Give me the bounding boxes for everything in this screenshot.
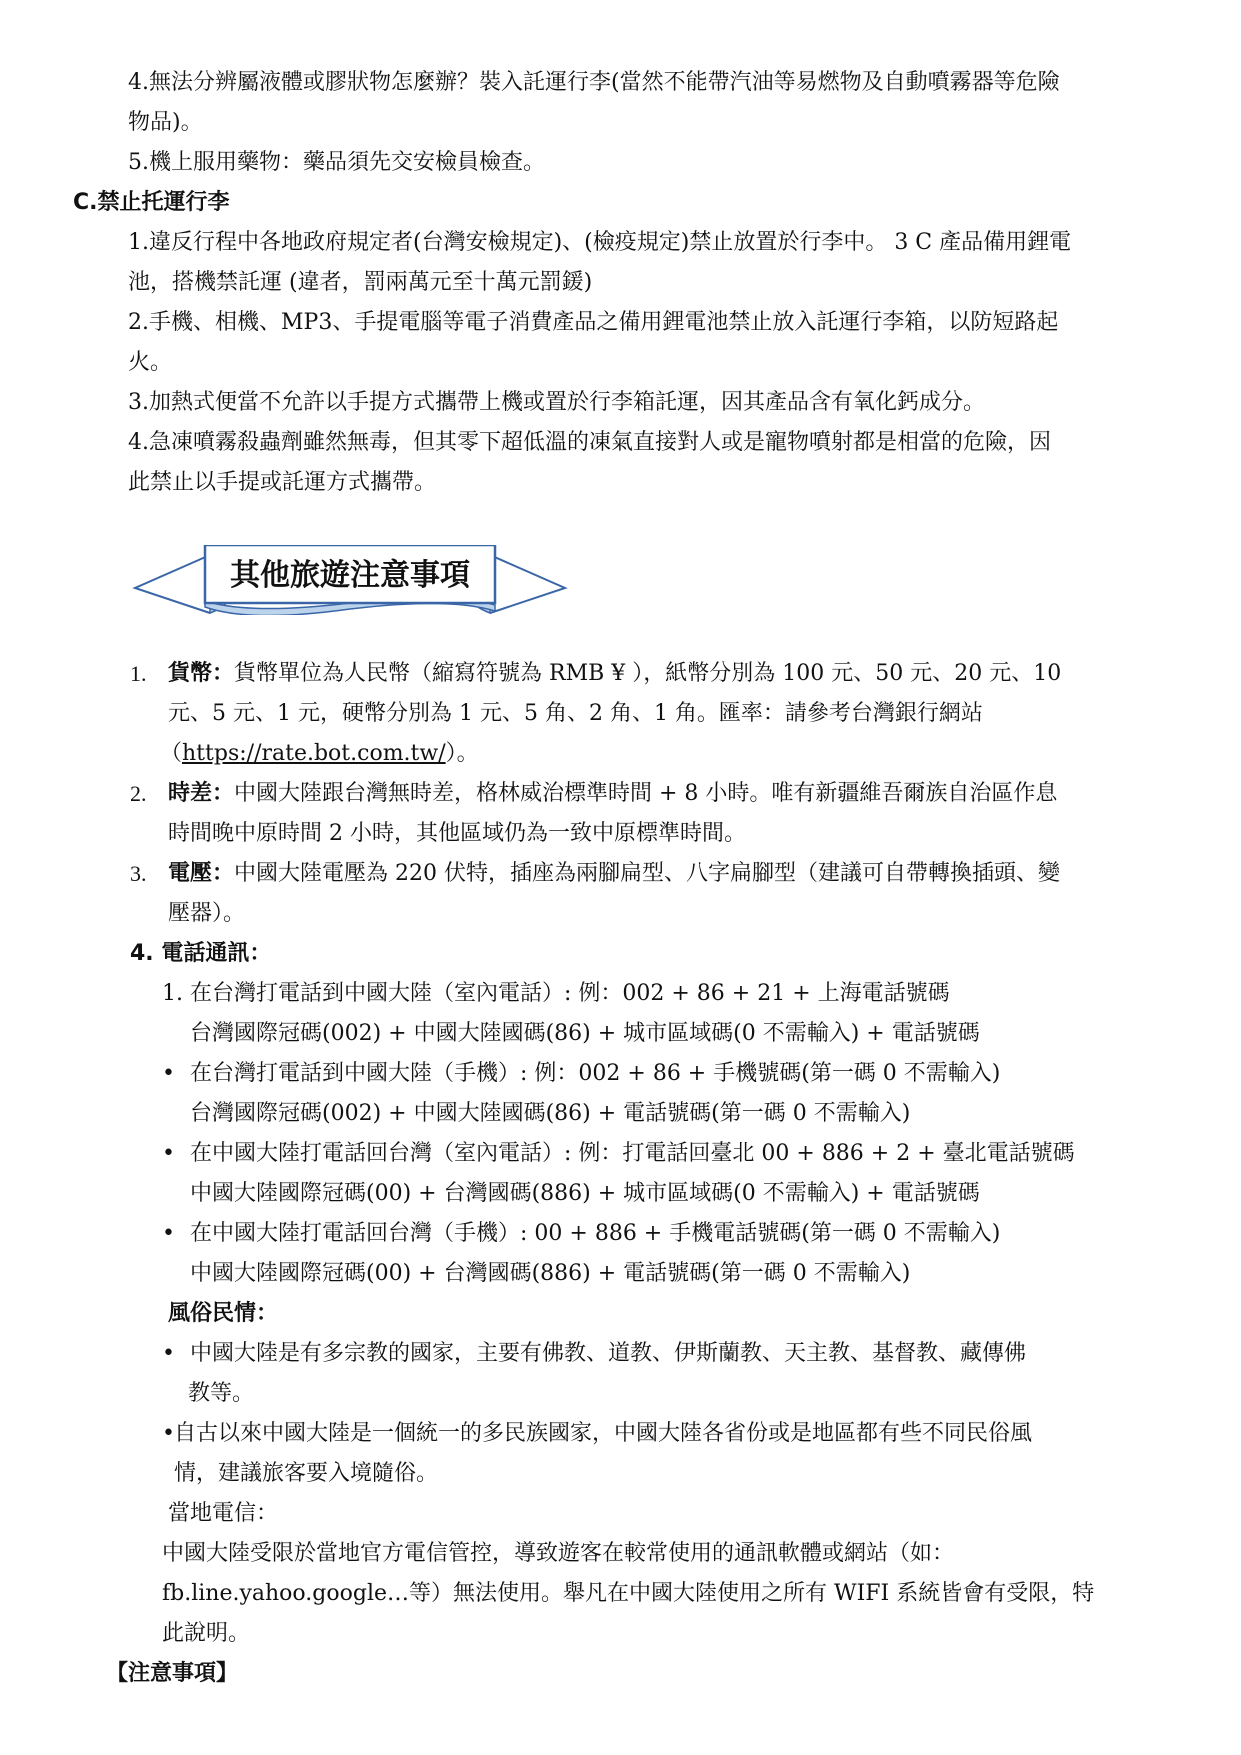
phone-sub4-text: 在中國大陸打電話回台灣（手機）: 00 + 886 + 手機電話號碼(第一碼 0 不需輸入)	[190, 1221, 1001, 1246]
bullet: •	[162, 1341, 175, 1366]
section-c-line: 2.手機、相機、MP3、手提電腦等電子消費產品之備用鋰電池禁止放入託運行李箱，以防短路起	[128, 310, 1059, 335]
currency-text: 貨幣單位為人民幣（縮寫符號為 RMB ¥ ），紙幣分別為 100 元、50 元、20 元、10	[234, 661, 1062, 686]
ribbon-banner	[130, 545, 570, 615]
phone-sub4-line1	[162, 1214, 1000, 1254]
paren-open: （	[160, 741, 183, 766]
bullet: •	[162, 1141, 175, 1166]
item-number: 1.	[130, 661, 147, 686]
section-c-line: 3.加熱式便當不允許以手提方式攜帶上機或置於行李箱託運，因其產品含有氧化鈣成分。	[128, 390, 985, 415]
phone-sub2-line2: 台灣國際冠碼(002) + 中國大陸國碼(86) + 電話號碼(第一碼 0 不需輸入)	[190, 1101, 911, 1126]
customs-b2-text: 自古以來中國大陸是一個統一的多民族國家，中國大陸各省份或是地區都有些不同民俗風	[174, 1421, 1033, 1446]
bullet: •	[162, 1221, 175, 1246]
currency-line1	[168, 654, 1061, 694]
time-line2: 時間晚中原時間 2 小時，其他區域仍為一致中原標準時間。	[168, 821, 746, 846]
customs-b2-line2: 情，建議旅客要入境隨俗。	[174, 1461, 439, 1486]
ribbon-left-tail	[135, 555, 210, 613]
phone-sub2-line1	[162, 1054, 1000, 1094]
bullet: •	[162, 1061, 175, 1086]
notice-heading: 【注意事項】	[106, 1661, 239, 1686]
voltage-line2: 壓器）。	[168, 901, 246, 926]
section-c-line: 1.違反行程中各地政府規定者(台灣安檢規定)、(檢疫規定)禁止放置於行李中。 3 C 產品備用鋰電	[128, 230, 1072, 255]
section-b-item-4-line1: 4.無法分辨屬液體或膠狀物怎麼辦？裝入託運行李(當然不能帶汽油等易燃物及自動噴霧器等危險	[128, 70, 1060, 95]
currency-line3	[160, 734, 479, 774]
telecom-line3: 此說明。	[162, 1621, 251, 1646]
section-c-line: 池，搭機禁託運 (違者，罰兩萬元至十萬元罰鍰)	[128, 270, 593, 295]
phone-sub4-line2: 中國大陸國際冠碼(00) + 台灣國碼(886) + 電話號碼(第一碼 0 不需輸入)	[190, 1261, 911, 1286]
phone-sub1-line1: 1. 在台灣打電話到中國大陸（室內電話）: 例：002 + 86 + 21 + 上海電話號碼	[162, 981, 950, 1006]
currency-label: 貨幣：	[168, 661, 235, 686]
time-line1	[168, 774, 1057, 814]
section-c-heading: C.禁止托運行李	[73, 190, 230, 215]
customs-heading: 風俗民情：	[168, 1301, 279, 1326]
telecom-heading: 當地電信：	[168, 1501, 279, 1526]
phone-sub2-text: 在台灣打電話到中國大陸（手機）: 例：002 + 86 + 手機號碼(第一碼 0 不需輸入)	[190, 1061, 1001, 1086]
phone-sub1-line2: 台灣國際冠碼(002) + 中國大陸國碼(86) + 城市區域碼(0 不需輸入) + 電話號碼	[190, 1021, 980, 1046]
section-c-line: 火。	[128, 350, 173, 375]
phone-sub3-line1	[162, 1134, 1075, 1174]
customs-b2-line1	[162, 1414, 1032, 1454]
section-b-item-4-line2: 物品)。	[128, 110, 203, 135]
time-text: 中國大陸跟台灣無時差，格林威治標準時間 + 8 小時。唯有新疆維吾爾族自治區作息	[234, 781, 1058, 806]
customs-b1-line2: 教等。	[188, 1381, 255, 1406]
item-number: 3.	[130, 861, 147, 886]
paren-close: ）。	[445, 741, 479, 766]
customs-b1-line1	[162, 1334, 1026, 1374]
bullet: •	[162, 1421, 175, 1446]
voltage-text: 中國大陸電壓為 220 伏特，插座為兩腳扁型、八字扁腳型（建議可自帶轉換插頭、變	[234, 861, 1060, 886]
time-label: 時差：	[168, 781, 235, 806]
phone-sub3-line2: 中國大陸國際冠碼(00) + 台灣國碼(886) + 城市區域碼(0 不需輸入) + 電話號碼	[190, 1181, 980, 1206]
section-b-item-5: 5.機上服用藥物：藥品須先交安檢員檢查。	[128, 150, 545, 175]
section-c-line: 4.急凍噴霧殺蟲劑雖然無毒，但其零下超低溫的凍氣直接對人或是寵物噴射都是相當的危險，因	[128, 430, 1051, 455]
section-c-line: 此禁止以手提或託運方式攜帶。	[128, 470, 437, 495]
customs-b1-text: 中國大陸是有多宗教的國家，主要有佛教、道教、伊斯蘭教、天主教、基督教、藏傳佛	[190, 1341, 1027, 1366]
ribbon-right-tail	[490, 555, 565, 613]
item-number: 2.	[130, 781, 147, 806]
currency-line2: 元、5 元、1 元，硬幣分別為 1 元、5 角、2 角、1 角。匯率：請參考台灣銀行網站	[168, 701, 983, 726]
phone-heading: 4. 電話通訊：	[130, 941, 272, 966]
voltage-line1	[168, 854, 1060, 894]
bank-rate-link[interactable]: https://rate.bot.com.tw/	[182, 741, 446, 766]
phone-sub3-text: 在中國大陸打電話回台灣（室內電話）: 例：打電話回臺北 00 + 886 + 2 + 臺北電話號碼	[190, 1141, 1075, 1166]
voltage-label: 電壓：	[168, 861, 235, 886]
banner-title: 其他旅遊注意事項	[230, 558, 470, 593]
telecom-line2: fb.line.yahoo.google…等）無法使用。舉凡在中國大陸使用之所有 WIFI 系統皆會有受限，特	[162, 1581, 1095, 1606]
telecom-line1: 中國大陸受限於當地官方電信管控，導致遊客在較常使用的通訊軟體或網站（如：	[162, 1541, 955, 1566]
